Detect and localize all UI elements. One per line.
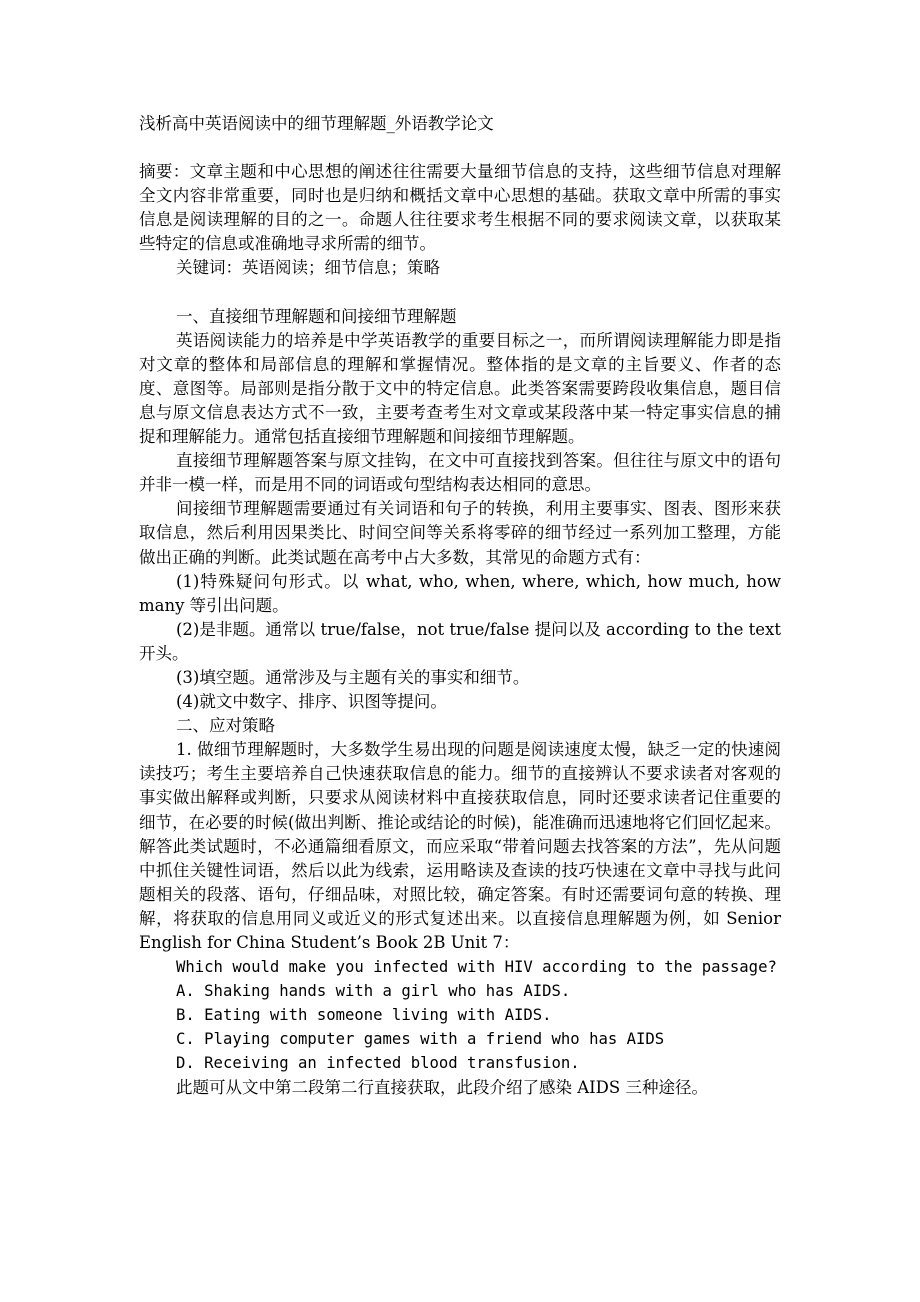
list-item: (3)填空题。通常涉及与主题有关的事实和细节。 (176, 667, 530, 687)
answer-option-b: B. Eating with someone living with AIDS. (176, 1006, 552, 1025)
paragraph: 英语阅读能力的培养是中学英语教学的重要目标之一，而所谓阅读理解能力即是指对文章的整体和局部信息的理解和掌握情况。整体指的是文章的主旨要义、作者的态度、意图等。局部则是指分散于文中的特定信息。此类答案需要跨段收集信息，题目信息与原文信息表达方式不一致，主要考查考生对文章或某段落中某一特定事实信息的捕捉和理解能力。通常包括直接细节理解题和间接细节理解题。 (139, 330, 781, 447)
blank-line (139, 281, 781, 305)
abstract: 摘要：文章主题和中心思想的阐述往往需要大量细节信息的支持，这些细节信息对理解全文内容非常重要，同时也是归纳和概括文章中心思想的基础。获取文章中所需的事实信息是阅读理解的目的之一。命题人往往要求考生根据不同的要求阅读文章，以获取某些特定的信息或准确地寻求所需的细节。 (139, 162, 781, 254)
answer-option-d: D. Receiving an infected blood transfusion. (176, 1054, 580, 1073)
section-heading-1: 一、直接细节理解题和间接细节理解题 (176, 306, 457, 326)
list-item: (1)特殊疑问句形式。以 what, who, when, where, which, how much, how many 等引出问题。 (139, 571, 781, 615)
paragraph: 直接细节理解题答案与原文挂钩，在文中可直接找到答案。但往往与原文中的语句并非一模一样，而是用不同的词语或句型结构表达相同的意思。 (139, 451, 781, 495)
list-item: (4)就文中数字、排序、识图等提问。 (176, 692, 447, 712)
document-title: 浅析高中英语阅读中的细节理解题_外语教学论文 (139, 114, 494, 133)
paragraph: 1. 做细节理解题时，大多数学生易出现的问题是阅读速度太慢，缺乏一定的快速阅读技巧；考生主要培养自己快速获取信息的能力。细节的直接辨认不要求读者对客观的事实做出解释或判断，只要求从阅读材料中直接获取信息，同时还要求读者记住重要的细节，在必要的时候(做出判断、推论或结论的时候)，能准确而迅速地将它们回忆起来。解答此类试题时，不必通篇细看原文，而应采取“带着问题去找答案的方法”，先从问题中抓住关键性词语，然后以此为线索，运用略读及查读的技巧快速在文章中寻找与此问题相关的段落、语句，仔细品味，对照比较，确定答案。有时还需要词句意的转换、理解，将获取的信息用同义或近义的形式复述出来。以直接信息理解题为例，如 Senior English for China Student’s Book 2B Unit 7： (139, 740, 781, 952)
example-question: Which would make you infected with HIV according to the passage? (176, 958, 777, 977)
document-body (139, 112, 781, 1100)
keywords: 关键词：英语阅读；细节信息；策略 (176, 258, 440, 278)
answer-option-c: C. Playing computer games with a friend who has AIDS (176, 1030, 665, 1049)
list-item: (2)是非题。通常以 true/false，not true/false 提问以及 according to the text 开头。 (139, 619, 781, 663)
paragraph: 此题可从文中第二段第二行直接获取，此段介绍了感染 AIDS 三种途径。 (176, 1077, 708, 1097)
answer-option-a: A. Shaking hands with a girl who has AIDS. (176, 982, 571, 1001)
section-heading-2: 二、应对策略 (176, 716, 275, 736)
paragraph: 间接细节理解题需要通过有关词语和句子的转换，利用主要事实、图表、图形来获取信息，然后利用因果类比、时间空间等关系将零碎的细节经过一系列加工整理，方能做出正确的判断。此类试题在高考中占大多数，其常见的命题方式有： (139, 499, 781, 567)
